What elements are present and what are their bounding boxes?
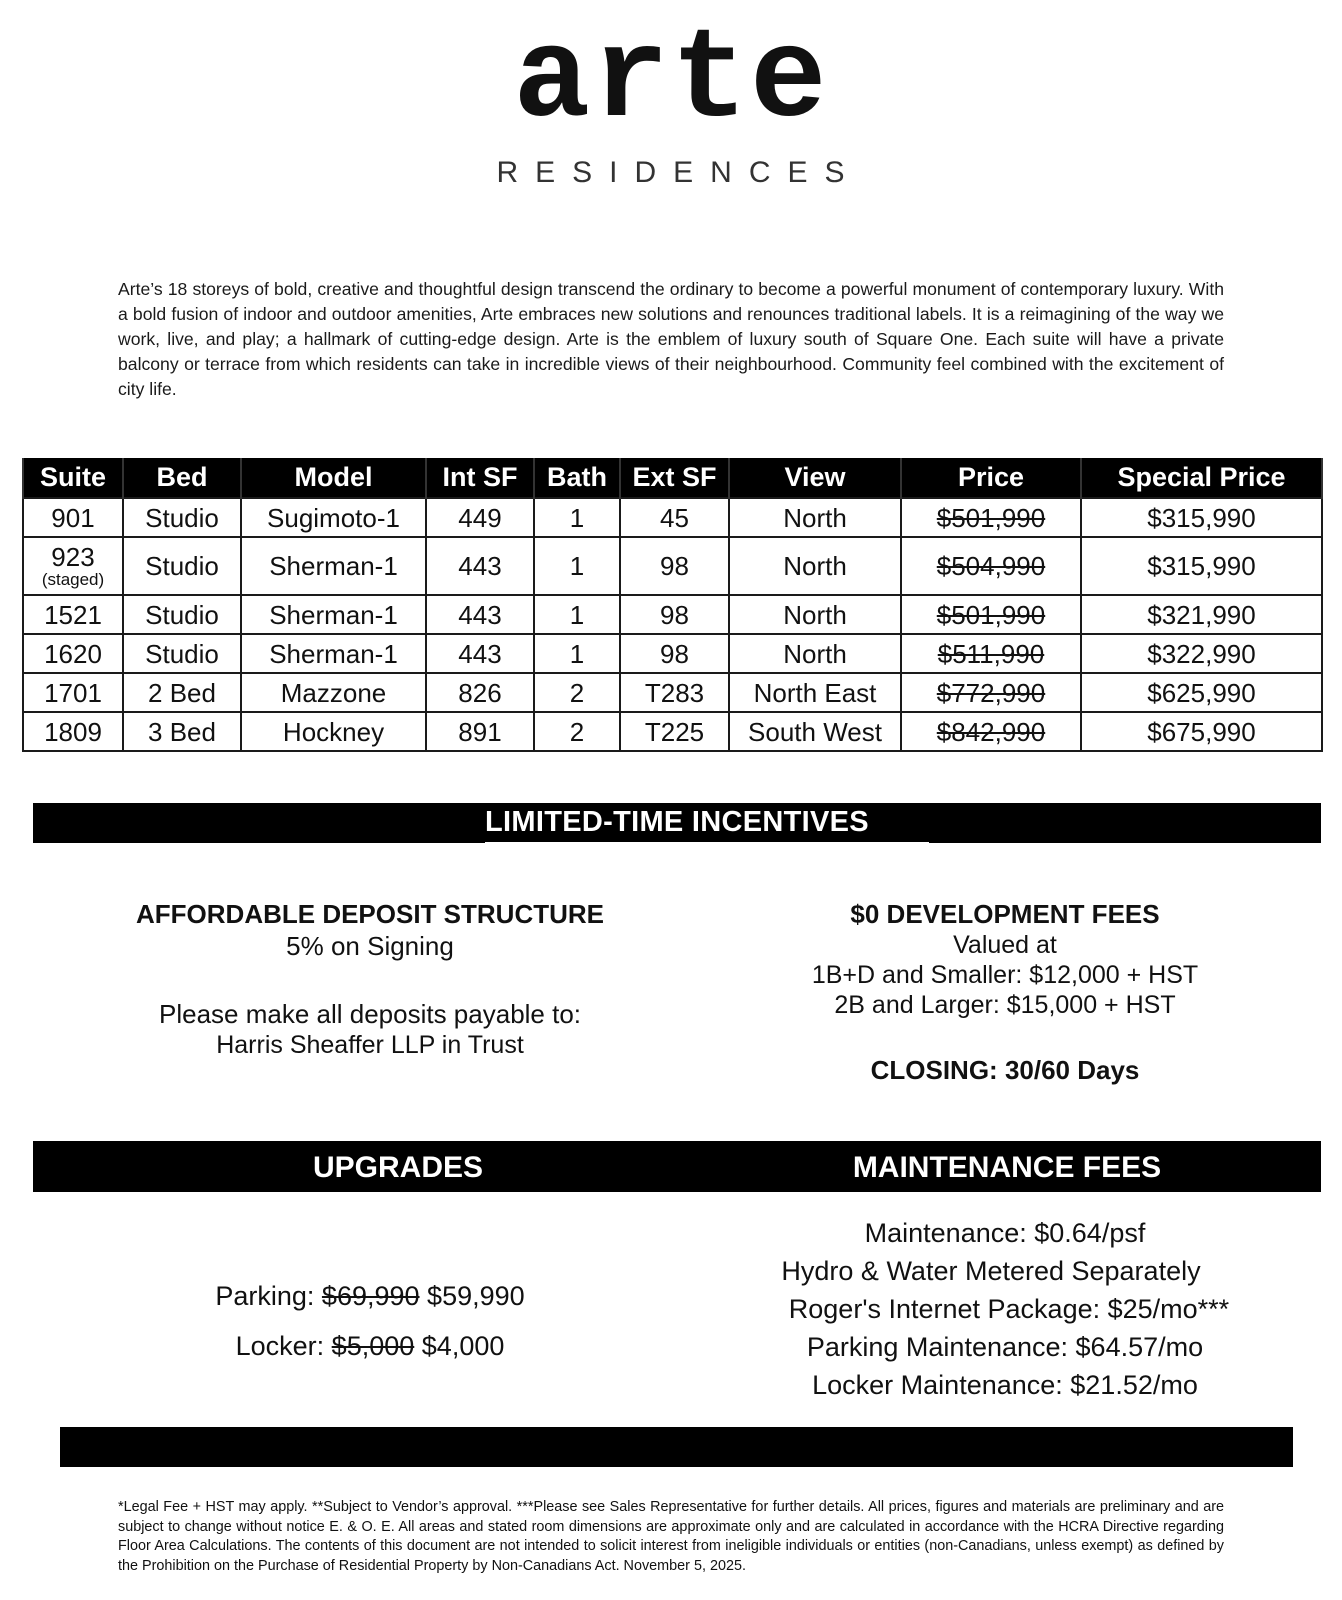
header-model: Model [241, 458, 426, 498]
original-price: $772,990 [936, 677, 1046, 708]
cell-price [901, 595, 1081, 634]
cell-int-sf: 443 [426, 537, 534, 595]
suite-number: 923 [51, 542, 95, 572]
header-suite: Suite [23, 458, 123, 498]
cell-bed: Studio [123, 634, 241, 673]
cell-int-sf: 826 [426, 673, 534, 712]
cell-suite: 1521 [23, 595, 123, 634]
deposit-terms: 5% on Signing [286, 931, 454, 961]
table-row [23, 595, 1322, 634]
cell-bath: 1 [534, 498, 620, 537]
cell-view: South West [729, 712, 901, 751]
development-fees-heading: $0 DEVELOPMENT FEES [850, 899, 1160, 929]
original-price: $501,990 [936, 502, 1046, 533]
original-price: $501,990 [936, 599, 1046, 630]
maintenance-item: Locker Maintenance: $21.52/mo [812, 1370, 1198, 1400]
upgrade-parking [100, 1271, 640, 1321]
cell-model: Sherman-1 [241, 537, 426, 595]
cell-bed: 2 Bed [123, 673, 241, 712]
maintenance-item: Maintenance: $0.64/psf [864, 1218, 1146, 1248]
development-valued-label: Valued at [953, 931, 1057, 959]
cell-suite: 1701 [23, 673, 123, 712]
cell-price [901, 634, 1081, 673]
incentives-title: LIMITED-TIME INCENTIVES [485, 806, 869, 838]
maintenance-item: Parking Maintenance: $64.57/mo [806, 1332, 1204, 1362]
upgrade-label: Parking: [215, 1281, 315, 1311]
cell-suite: 1809 [23, 712, 123, 751]
cell-model: Sherman-1 [241, 634, 426, 673]
cell-bath: 1 [534, 537, 620, 595]
upgrade-old-price: $5,000 [331, 1331, 415, 1361]
cell-ext-sf: 98 [620, 537, 729, 595]
maintenance-item: Hydro & Water Metered Separately [781, 1256, 1201, 1286]
cell-price [901, 498, 1081, 537]
cell-special-price: $675,990 [1081, 712, 1322, 751]
original-price: $511,990 [937, 638, 1045, 669]
cell-suite [23, 537, 123, 595]
deposit-structure-section [100, 898, 640, 1060]
cell-bed: Studio [123, 537, 241, 595]
suites-table [22, 458, 1323, 752]
header-view: View [729, 458, 901, 498]
development-fee-large: 2B and Larger: $15,000 + HST [834, 991, 1176, 1019]
header-bath: Bath [534, 458, 620, 498]
upgrade-locker [100, 1321, 640, 1371]
cell-int-sf: 891 [426, 712, 534, 751]
table-row [23, 634, 1322, 673]
cell-suite: 901 [23, 498, 123, 537]
cell-price [901, 673, 1081, 712]
upgrade-new-price: $4,000 [421, 1331, 505, 1361]
cell-bath: 1 [534, 634, 620, 673]
maintenance-title: MAINTENANCE FEES [852, 1151, 1162, 1184]
maintenance-section [690, 1214, 1320, 1404]
incentives-banner [33, 803, 1321, 843]
cell-special-price: $315,990 [1081, 537, 1322, 595]
table-row [23, 498, 1322, 537]
header-ext-sf: Ext SF [620, 458, 729, 498]
cell-ext-sf: T225 [620, 712, 729, 751]
cell-int-sf: 449 [426, 498, 534, 537]
development-fees-section [690, 898, 1320, 1086]
cell-special-price: $322,990 [1081, 634, 1322, 673]
logo-wordmark: arte [513, 9, 829, 154]
legal-footnote: *Legal Fee + HST may apply. **Subject to Vendor’s approval. ***Please see Sales Representative for further details. All prices, figures and materials are preliminary and are subject to change without notice E. & O. E. All areas and stated room dimensions are approximate only and are calculated in accordance with the HCRA Directive regarding Floor Area Calculations. The contents of this document are not intended to solicit interest from ineligible individuals or entities (non-Canadians, unless exempt) as defined by the Prohibition on the Purchase of Residential Property by Non-Canadians Act. November 5, 2025. [118, 1499, 1224, 1574]
cell-view: North [729, 498, 901, 537]
deposit-payable-label: Please make all deposits payable to: [158, 999, 582, 1029]
cell-bed: Studio [123, 498, 241, 537]
table-row [23, 712, 1322, 751]
original-price: $842,990 [936, 716, 1046, 747]
cell-bed: 3 Bed [123, 712, 241, 751]
table-row [23, 537, 1322, 595]
cell-bath: 2 [534, 673, 620, 712]
upgrades-title: UPGRADES [312, 1151, 484, 1184]
header-price: Price [901, 458, 1081, 498]
table-header-row [23, 458, 1322, 498]
cell-view: North East [729, 673, 901, 712]
cell-suite: 1620 [23, 634, 123, 673]
cell-view: North [729, 634, 901, 673]
suite-note: (staged) [41, 570, 105, 589]
maintenance-item: Roger's Internet Package: $25/mo*** [788, 1294, 1230, 1324]
cell-bed: Studio [123, 595, 241, 634]
upgrade-new-price: $59,990 [427, 1281, 525, 1311]
cell-ext-sf: 98 [620, 634, 729, 673]
upgrades-maintenance-banner [33, 1141, 1321, 1192]
cell-model: Sugimoto-1 [241, 498, 426, 537]
divider-bar [60, 1427, 1293, 1467]
original-price: $504,990 [936, 551, 1046, 581]
cell-model: Mazzone [241, 673, 426, 712]
cell-ext-sf: T283 [620, 673, 729, 712]
cell-special-price: $625,990 [1081, 673, 1322, 712]
cell-price [901, 537, 1081, 595]
cell-bath: 2 [534, 712, 620, 751]
header-int-sf: Int SF [426, 458, 534, 498]
development-fee-small: 1B+D and Smaller: $12,000 + HST [811, 961, 1199, 989]
deposit-payee: Harris Sheaffer LLP in Trust [216, 1031, 524, 1059]
cell-model: Hockney [241, 712, 426, 751]
logo-subtitle: RESIDENCES [496, 156, 862, 189]
cell-view: North [729, 595, 901, 634]
upgrade-old-price: $69,990 [321, 1281, 420, 1311]
cell-special-price: $315,990 [1081, 498, 1322, 537]
cell-model: Sherman-1 [241, 595, 426, 634]
cell-price [901, 712, 1081, 751]
table-row [23, 673, 1322, 712]
upgrade-label: Locker: [235, 1331, 325, 1361]
title-underline [485, 842, 929, 844]
upgrades-section [100, 1271, 640, 1371]
closing-terms: CLOSING: 30/60 Days [870, 1055, 1140, 1085]
brand-logo [0, 9, 1342, 190]
cell-ext-sf: 45 [620, 498, 729, 537]
cell-special-price: $321,990 [1081, 595, 1322, 634]
cell-int-sf: 443 [426, 634, 534, 673]
cell-bath: 1 [534, 595, 620, 634]
deposit-heading: AFFORDABLE DEPOSIT STRUCTURE [136, 899, 604, 929]
cell-view: North [729, 537, 901, 595]
cell-int-sf: 443 [426, 595, 534, 634]
intro-paragraph: Arte’s 18 storeys of bold, creative and thoughtful design transcend the ordinary to become a powerful monument of contemporary luxury. With a bold fusion of indoor and outdoor amenities, Arte embraces new solutions and renounces traditional labels. It is a reimagining of the way we work, live, and play; a hallmark of cutting-edge design. Arte is the emblem of luxury south of Square One. Each suite will have a private balcony or terrace from which residents can take in incredible views of their neighbourhood. Community feel combined with the excitement of city life. [118, 279, 1224, 399]
header-special-price: Special Price [1081, 458, 1322, 498]
header-bed: Bed [123, 458, 241, 498]
cell-ext-sf: 98 [620, 595, 729, 634]
